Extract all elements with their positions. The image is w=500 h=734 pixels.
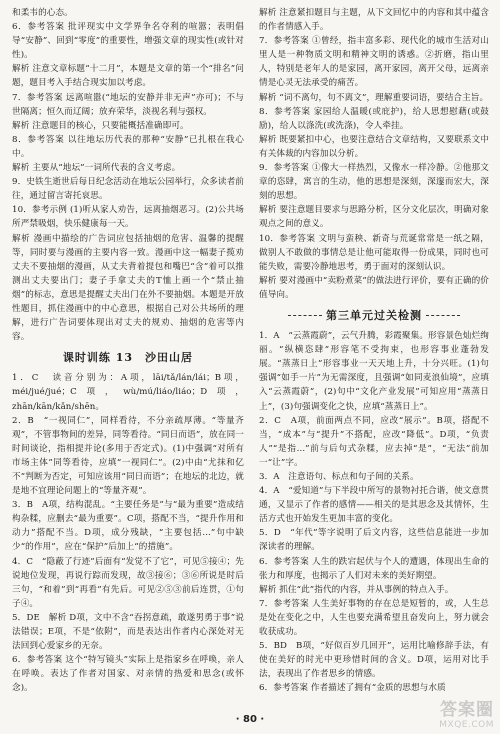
answer-text: 9．参考答案 ①像大一样热烈，又像水一样冷静。②他那文章的恣肆，寓言的生动，他的思想是深刻，深邃而宏大，深刻的思想。 [259, 163, 489, 202]
answer-text: 7．参考答案 ①曾经，指丰富多彩、现代化的城市生活对山里人是一种物质文明和精神文明的诱惑。②折磨，指山里人，特别是老年人的是家园，离开家园，离开父母，远离亲情是心灵无法承受的痛苦。 [259, 36, 489, 89]
analysis-text: 解析 抓住“此”指代的内容，并从事例的特点入手。 [259, 584, 454, 595]
analysis-text: 解析 要注意题目要求与思路分析，区分文化层次，明确对象观点之间的意义。 [259, 205, 489, 230]
answer-text: 2．C A项，前面两点不同，应改“展示”。B项，搭配不当，“成本”与“提升”不搭配，应改“降低”。D项，“负责人”“是指...”前与后句式杂糅，应去掉“是”，“无法”前加一“让”字。 [259, 415, 489, 468]
answer-text: 1．A “云蒸霞蔚”，云气升腾，彩霞聚集。形容景色灿烂绚丽。“纵横恣肆”形容笔不受拘束，也形容事业蓬勃发展。“蒸蒸日上”形容事业一天天地上升，十分兴旺。(1)句强调“如手一片”为无需深度，且强调“如同麦浪仙境”，应填入“云蒸霞蔚”，(2)句中“文化产业发展”可知应用“蒸蒸日上”，(3)句强调变化之快，应填“蒸蒸日上”。 [259, 331, 489, 412]
analysis-text: 解析 要对漫画中“卖粉煮菜”的做法进行评价，要有正确的价值导向。 [259, 275, 489, 300]
answer-text: 4．A “爱知道”与下半段中所写的景物衬托合谐，使文意贯通，又显示了作者的感情——相关的是其思念及其情怀，生活方式也开始发生更加丰富的变化。 [259, 486, 489, 525]
answer-text: 1．C 读音分别为：A项，lāi/tǎ/lán/lái；B项，méi/jué/jué；C项，wù/mú/liáo/liáo；D项，zhān/kān/kǎn/shēn。 [12, 373, 244, 412]
answer-text: 6．参考答案 人生的跌宕起伏与个人的遭遇，体现出生命的张力和厚度，也揭示了人们对未来的美好期望。 [259, 556, 489, 581]
answer-text: 6．参考答案 作者描述了拥有“金质的思想与水质 [259, 683, 446, 694]
analysis-text: 解析 主要从“地坛”一词所代表的含义考虑。 [12, 163, 181, 174]
answer-text: 3．A 注意语句、标点和句子间的关系。 [259, 472, 419, 482]
right-column [259, 6, 489, 696]
page-number: · 80 · [235, 714, 265, 725]
left-column [12, 6, 244, 696]
answer-text: 8．参考答案 家园给人温暖(或庇护)，给人思想慰藉(或鼓励)，给人以涤洗(或洗涤)，令人牵挂。 [259, 106, 489, 131]
title-dash-left [288, 315, 322, 316]
analysis-text: 解析 注意紧扣题目与主题，从下文回忆中的内容和其中蕴含的作者情感入手。 [259, 8, 489, 33]
section-title: 课时训练 13 沙田山居 [62, 351, 194, 365]
answer-text: 10．参考示例 (1)听从家人劝告，远离抽烟恶习。(2)公共场所严禁吸烟，快乐健康每一天。 [12, 205, 244, 230]
analysis-text: 解析 注意题目的核心，只要能概括准确即可。 [12, 120, 189, 131]
answer-text: 6．参考答案 这个“特写镜头”实际上是指家乡在呼唤，亲人在呼唤。表达了作者对国家、对亲情的热爱和思念(或怀念)。 [12, 655, 244, 694]
answer-text: 和柔韦的心态。 [12, 8, 73, 18]
answer-text: 5．DE 解析 D项，文中不含“吞拐意疏，敢遂男勇于事”说法错误；E项，不是“依附”，而是表达出作者内心深处对无法回到心爱家乡的无奈。 [12, 612, 244, 652]
answer-text: 6．参考答案 批评现实中文学界争名夺利的喧嚣；表明倡导“安静”、回到“零度”的重要性，增强文章的现实性(或针对性)。 [12, 22, 244, 61]
answer-text: 10．参考答案 文明与蛮秧、新奇与荒诞常常是一纸之隔，做别人不敢做的事情总是让他可能取得一份成果，同时也可能失败，需要冷静地思考，勇于面对的深刻认识。 [259, 233, 489, 272]
answer-text: 9．史铁生逝世后每日纪念活动在地坛公园举行，众多读者前往，通过留言寄托哀思。 [12, 177, 244, 202]
watermark-logo: 答案圈 MXQE.COM [439, 700, 494, 730]
answer-text: 4．C “隐蔽了行迹”后面有“发觉不了它”，可见⑤接④；先说地位发现，再说行踪而发现，故③接⑥；③⑥所说是时后三句，“和着”到“再看”有先后。可见②⑤③前后连贯，①句子④。 [12, 556, 244, 609]
analysis-text: 解析 既要紧扣中心，也要注意结合文章结构，又要联系文中有关体裁的内容加以分析。 [259, 134, 489, 159]
analysis-text: 解析 注意文章标题“十二月”，本题是文章的第一个“排名”问题，题目考入手结合现实加以考虑。 [12, 64, 244, 89]
answer-text: 3．B A项，结构混乱。“主要任务是”与“最为重要”造成结构杂糅，应删去“最为重要”。C项，搭配不当，“提升作用和动力”搭配不当。D项，成分残缺，“主要包括...”句中缺少“的作用”，应在“保护”后加上“的措施”。 [12, 500, 244, 553]
analysis-text: 解析 “词不离句，句不离文”，理解重要词语，要结合主旨。 [259, 92, 489, 103]
answer-text: 5．D “年代”等字说明了后文内容，这些信息能进一步加深读者的理解。 [259, 528, 489, 553]
unit-test-title: 第三单元过关检测 [259, 309, 489, 323]
answer-text: 7．参考答案 远离喧嚣(“地坛的安静并非无声”亦可)；不与世隔离；恒久而辽阔；放弃荣华，淡视名利与强权。 [12, 92, 244, 117]
answer-text: 2．B “一视同仁”，同样看待，不分亲疏厚薄。“等量齐观”，不管事物间的差异，同等看待。“同日而语”，放在同一时间谈论，指相提并论(多用于否定式)。(1)中强调“对所有市场主体”同等看待，应填“一视同仁”。(2)中由“尤抹和亿不”判断为否定，可知应该用“同日而语”；在地坛的北边，就是地不宜理论问题上的“等量齐观”。 [12, 415, 244, 497]
answer-text: 5．BD B项，“好似百岁几回开”，运用比喻修辞手法，有使在美好的时光中更珍惜时间的含义。D项，运用对比手法，表现出了作者思乡的情感。 [259, 641, 489, 680]
answer-text: 7．参考答案 人生美好事物的存在总是短暂的，或，人生总是处在变化之中，人生也要充满希望且奋发向上，努力就会收获成功。 [259, 598, 489, 638]
answer-text: 8．参考答案 以往地坛历代表的那种“安静”已扎根在我心中。 [12, 134, 244, 159]
analysis-text: 解析 漫画中描绘的广告词应包括抽烟的危害、温馨的提醒等，同时要与漫画的主要内容一致。漫画中这一幅妻子揽劝丈夫不要抽烟的漫画，从丈夫背着提包和嘴巴“含”着可以推测出丈夫要出门；妻子手拿丈夫的T恤上画一个“禁止抽烟”的标志，意思是提醒丈夫出门在外不要抽烟。本题是开放性题目，抓住漫画中的中心意思，根据自己对公共场所的理解，进行广告词要体现出对丈夫的规劝、抽烟的危害等内容。 [12, 233, 244, 343]
title-dash-right [426, 315, 460, 316]
